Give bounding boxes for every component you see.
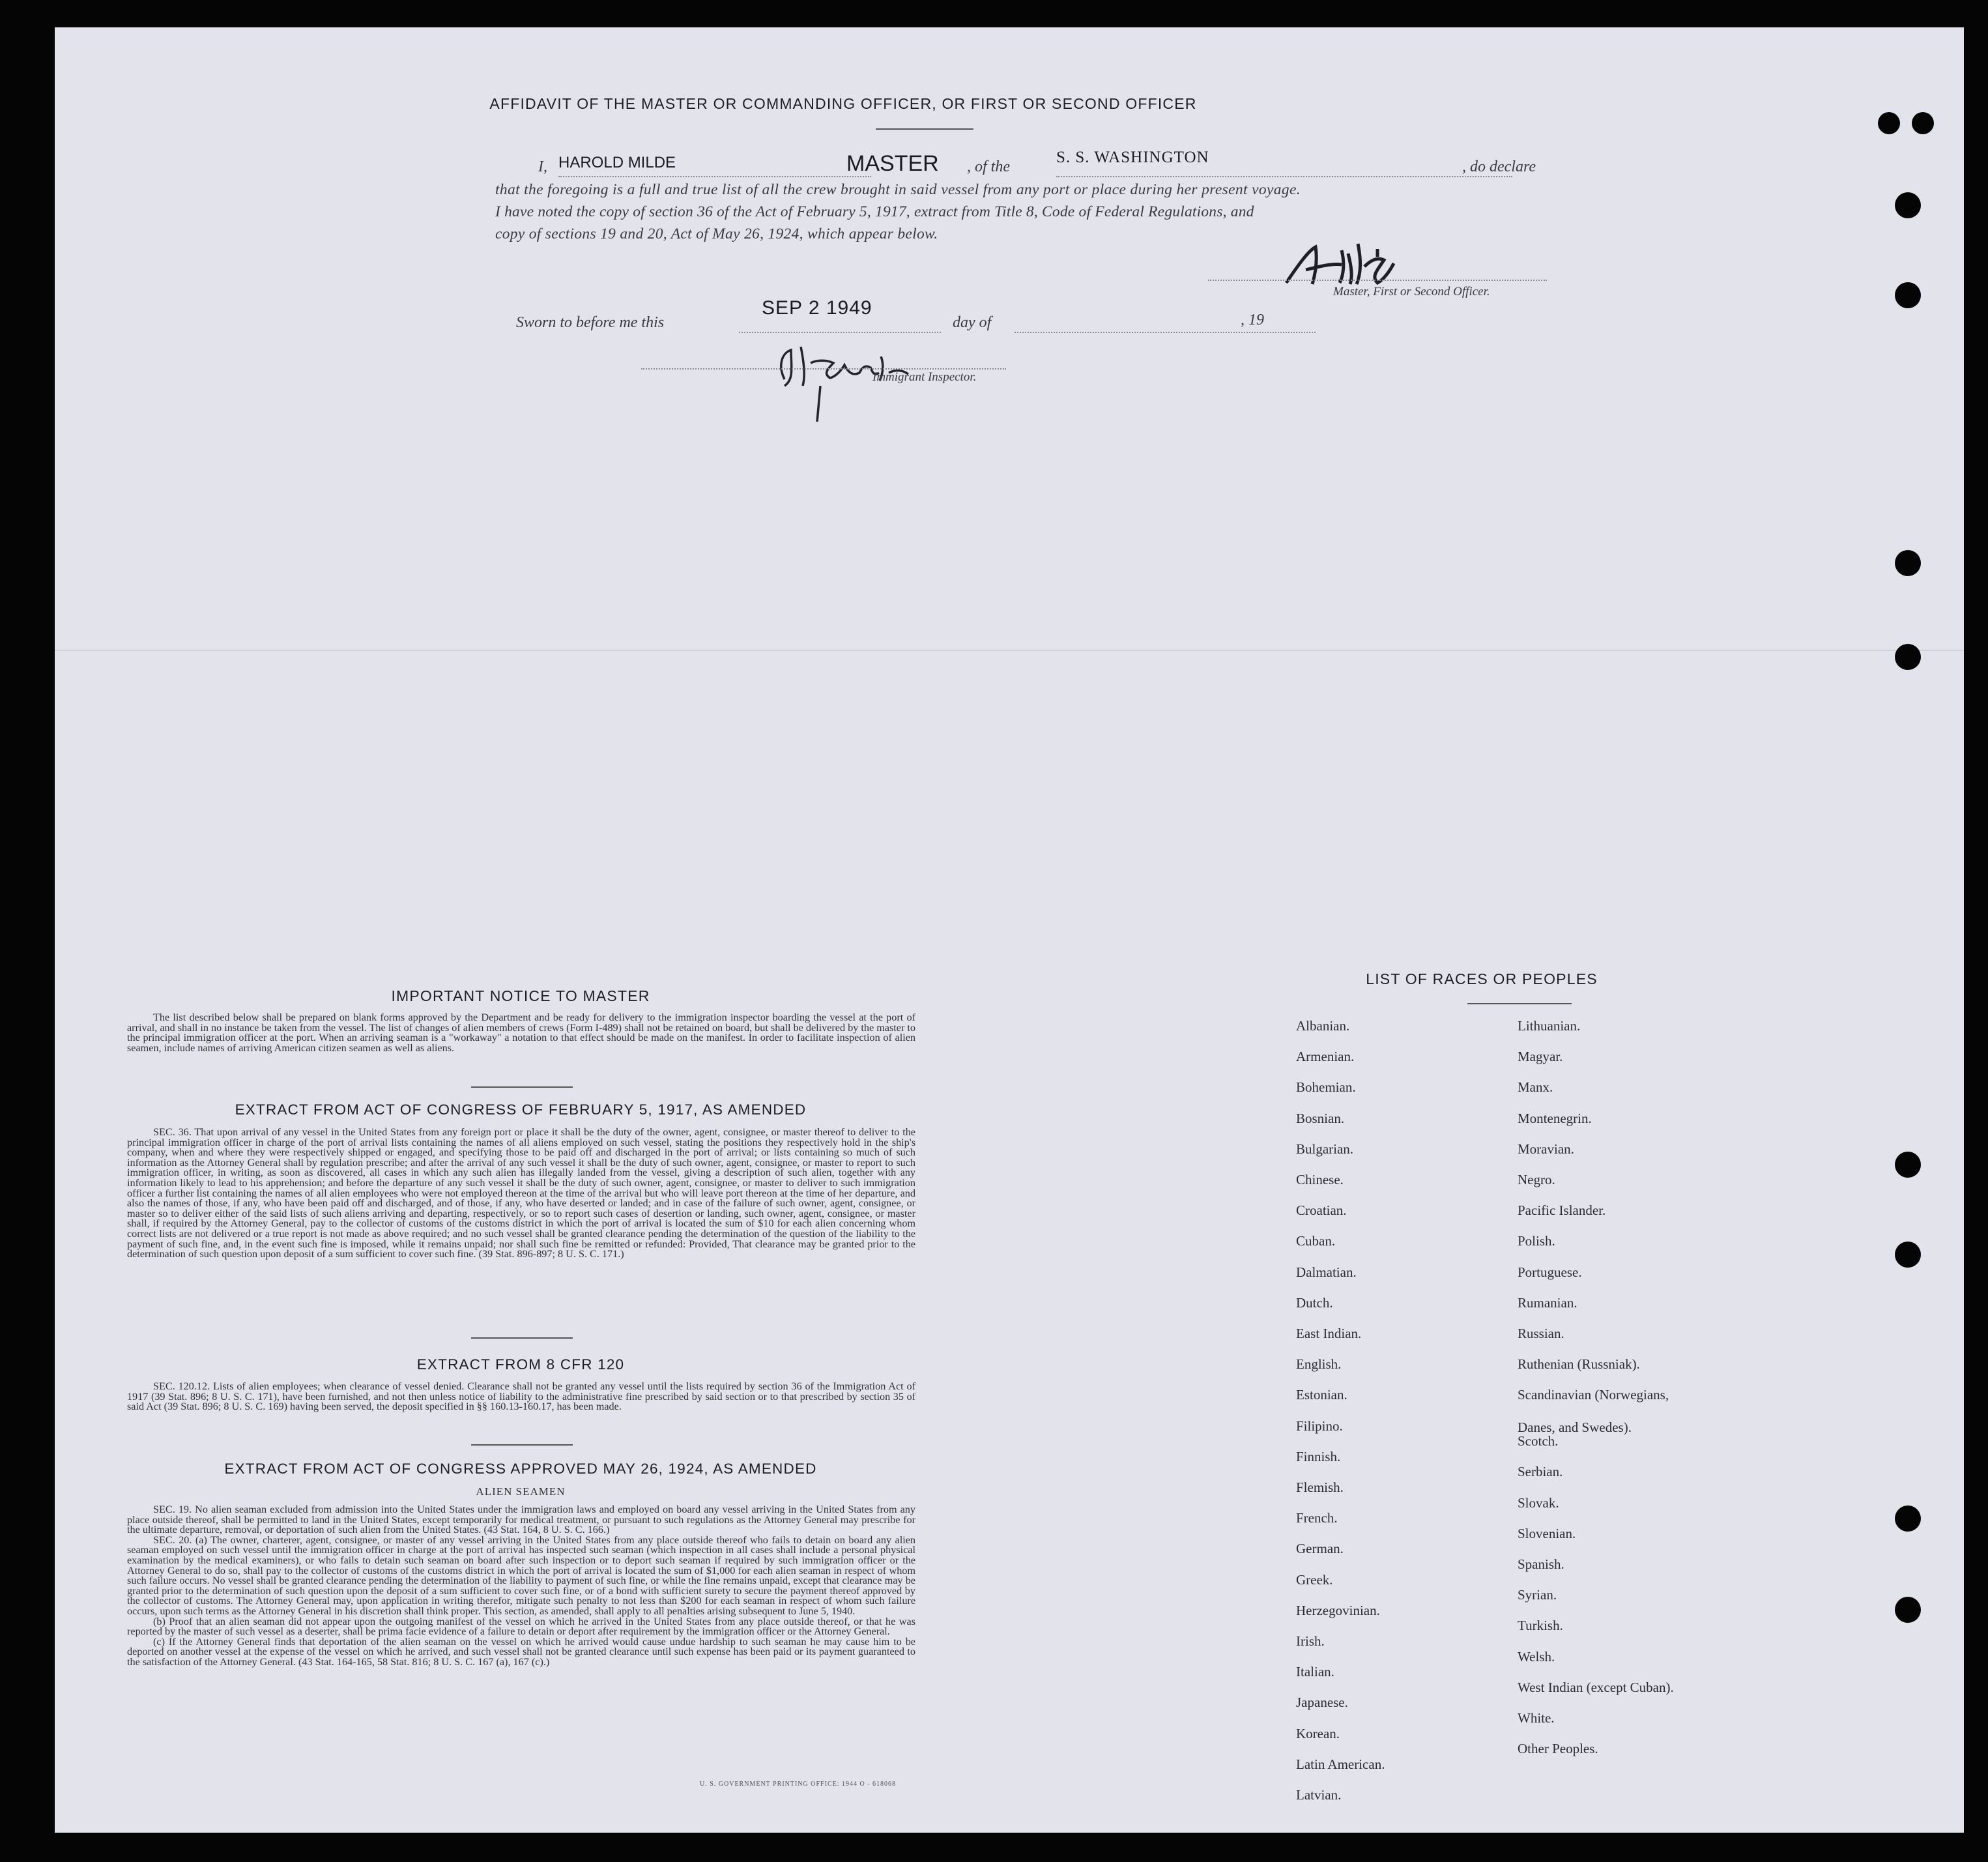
race-item: Italian. bbox=[1296, 1664, 1334, 1680]
race-item: Bohemian. bbox=[1296, 1079, 1356, 1095]
race-item: West Indian (except Cuban). bbox=[1518, 1680, 1674, 1695]
race-item: Herzegovinian. bbox=[1296, 1603, 1380, 1618]
race-item: East Indian. bbox=[1296, 1326, 1362, 1341]
race-item: Spanish. bbox=[1518, 1556, 1564, 1572]
section-20b-text: (b) Proof that an alien seaman did not appear upon the outgoing manifest of the vessel on which he arrived in the United States from any place outside thereof, or that he was reported by the master of such vessel as a deserter, shall be prima facie evidence of a failure to detain or deport after requirement by the immigration officer or the Attorney General. bbox=[127, 1615, 915, 1638]
race-item: Polish. bbox=[1518, 1233, 1555, 1249]
race-item: English. bbox=[1296, 1356, 1342, 1372]
affidavit-line-3: I have noted the copy of section 36 of the Act of February 5, 1917, extract from Title 8, Code of Federal Regulations, and bbox=[495, 203, 1254, 220]
section-20c-text: (c) If the Attorney General finds that deportation of the alien seaman on the vessel on which he arrived would cause undue hardship to such seaman he may cause him to be deported on another vessel at the expense of the vessel on which he arrived, and such vessel shall not be granted clearance until such expense has been paid or its payment guaranteed to the satisfaction of the Attorney General. (43 Stat. 164-165, 58 Stat. 816; 8 U. S. C. 167 (a), 167 (c).) bbox=[127, 1635, 915, 1668]
race-item: Slovak. bbox=[1518, 1495, 1559, 1511]
do-declare-label: , do declare bbox=[1462, 158, 1536, 175]
binder-hole bbox=[1895, 1242, 1921, 1268]
race-item: Scandinavian (Norwegians, bbox=[1518, 1387, 1669, 1403]
race-item: Russian. bbox=[1518, 1326, 1564, 1341]
master-name: HAROLD MILDE bbox=[558, 154, 676, 171]
officer-rank: MASTER bbox=[846, 151, 939, 176]
document-page bbox=[55, 27, 1964, 1833]
extract-cfr-body bbox=[127, 1382, 915, 1412]
race-item: Manx. bbox=[1518, 1079, 1553, 1095]
extract-cfr-title: EXTRACT FROM 8 CFR 120 bbox=[416, 1356, 625, 1373]
race-item: French. bbox=[1296, 1510, 1338, 1526]
race-item: Portuguese. bbox=[1518, 1264, 1582, 1280]
race-item: Syrian. bbox=[1518, 1587, 1557, 1603]
extract-cfr-text: SEC. 120.12. Lists of alien employees; when clearance of vessel denied. Clearance shall not be granted any vessel until the lists required by section 36 of the Immigration Act of 1917 (39 Stat. 896; 8 U. S. C. 171), have been furnished, and not then unless notice of liability to the administrative fine prescribed by said section or to that prescribed by section 35 of said Act (39 Stat. 896; 8 U. S. C. 169) having been served, the deposit specified in §§ 160.13-160.17, has been made. bbox=[127, 1380, 915, 1413]
inspector-signature-line bbox=[641, 368, 1006, 370]
binder-hole bbox=[1878, 112, 1900, 134]
month-line bbox=[1015, 332, 1295, 333]
printing-office-footer: U. S. GOVERNMENT PRINTING OFFICE: 1944 O - 618068 bbox=[700, 1781, 897, 1788]
notice-text: The list described below shall be prepared on blank forms approved by the Department and be ready for delivery to the immigration inspector boarding the vessel at the port of arrival, and shall in no instance be taken from the vessel. The list of changes of alien members of crews (Form I-489) shall not be retained on board, but shall be delivered by the master to the principal immigration officer at the port. When an arriving seaman is a "workaway" a notation to that effect should be made on the manifest. In order to facilitate inspection of alien seamen, include names of arriving American citizen seamen as well as aliens. bbox=[127, 1011, 915, 1054]
sworn-prefix: Sworn to before me this bbox=[516, 314, 665, 331]
of-the-label: , of the bbox=[967, 158, 1010, 175]
race-item: Korean. bbox=[1296, 1726, 1340, 1741]
year-line bbox=[1283, 332, 1316, 333]
race-item: Magyar. bbox=[1518, 1049, 1563, 1064]
race-item: Montenegrin. bbox=[1518, 1111, 1592, 1126]
race-item: White. bbox=[1518, 1710, 1555, 1726]
section-20a-text: SEC. 20. (a) The owner, charterer, agent, consignee, or master of any vessel arriving in the United States from any place outside thereof who fails to detain on board any alien seaman employed on such vessel until the immigration officer in charge at the port of arrival has inspected such seaman (which inspection in all cases shall include a personal physical examination by the medical examiners), or who fails to detain such seaman on board after such inspection or to deport such seaman if required by such immigration officer or the Attorney General to do so, shall pay to the collector of customs of the customs district in which the port of arrival is located the sum of $1,000 for each alien seaman in respect of whom such failure occurs. No vessel shall be granted clearance pending the determination of the liability to payment of such fine, or while the fine remains unpaid, except that clearance may be granted prior to the determination of such question upon the deposit of a sum sufficient to cover such fine, or of a bond with sufficient surety to secure the payment thereof approved by the collector of customs. The Attorney General may, upon application in writing therefor, mitigate such penalty to not less than $200 for each seaman in respect of whom such failure occurs, upon such terms as the Attorney General in his discretion shall think proper. This section, as amended, shall apply to all penalties arising subsequent to June 5, 1940. bbox=[127, 1534, 915, 1617]
race-item: Lithuanian. bbox=[1518, 1018, 1581, 1034]
extract-cfr-rule bbox=[471, 1444, 573, 1446]
race-item: Turkish. bbox=[1518, 1618, 1563, 1633]
race-item: Slovenian. bbox=[1518, 1526, 1576, 1541]
races-rule bbox=[1467, 1003, 1572, 1004]
inspector-caption: Immigrant Inspector. bbox=[872, 370, 977, 384]
affidavit-line-4: copy of sections 19 and 20, Act of May 26, 1924, which appear below. bbox=[495, 225, 938, 242]
race-item: Dalmatian. bbox=[1296, 1264, 1357, 1280]
race-item: Finnish. bbox=[1296, 1449, 1341, 1464]
race-item: Croatian. bbox=[1296, 1202, 1347, 1218]
race-item: Latvian. bbox=[1296, 1787, 1342, 1803]
extract-1917-title: EXTRACT FROM ACT OF CONGRESS OF FEBRUARY 5, 1917, AS AMENDED bbox=[235, 1101, 807, 1118]
alien-seamen-subtitle: ALIEN SEAMEN bbox=[476, 1485, 566, 1498]
race-item: Greek. bbox=[1296, 1572, 1333, 1588]
binder-hole bbox=[1912, 112, 1934, 134]
binder-hole bbox=[1895, 282, 1921, 308]
races-title: LIST OF RACES OR PEOPLES bbox=[1366, 970, 1598, 987]
race-item: Pacific Islander. bbox=[1518, 1202, 1606, 1218]
race-item: Ruthenian (Russniak). bbox=[1518, 1356, 1640, 1372]
extract-1924-body bbox=[127, 1505, 915, 1668]
race-item: Bulgarian. bbox=[1296, 1141, 1354, 1157]
race-item: Filipino. bbox=[1296, 1418, 1343, 1434]
year-prefix: , 19 bbox=[1241, 312, 1264, 328]
extract-1917-rule bbox=[471, 1337, 573, 1339]
affidavit-i: I, bbox=[538, 158, 547, 175]
race-item: Armenian. bbox=[1296, 1049, 1355, 1064]
binder-hole bbox=[1895, 644, 1921, 670]
race-item: Albanian. bbox=[1296, 1018, 1350, 1034]
race-item: Latin American. bbox=[1296, 1756, 1385, 1772]
race-item: Japanese. bbox=[1296, 1695, 1348, 1710]
affidavit-line-2: that the foregoing is a full and true list of all the crew brought in said vessel from any port or place during her present voyage. bbox=[495, 181, 1301, 198]
race-item: Irish. bbox=[1296, 1633, 1325, 1649]
extract-1917-text: SEC. 36. That upon arrival of any vessel in the United States from any foreign port or place it shall be the duty of the owner, agent, consignee, or master thereof to deliver to the principal immigration officer in charge of the port of arrival lists containing the names of all aliens employed on such vessel, stating the positions they respectively hold in the ship's company, when and where they were respectively shipped or engaged, and specifying those to be paid off and discharged in the port of arrival; or lists containing so much of such information as the Attorney General shall by regulation prescribe; and after the arrival of any such vessel it shall be the duty of such owner, agent, consignee, or master to report to such immigration officer, in writing, as soon as discovered, all cases in which any such alien has illegally landed from the vessel, giving a description of such alien, together with any information likely to lead to his apprehension; and before the departure of any such vessel it shall be the duty of such owner, agent, consignee, or master to deliver to such immigration officer a further list containing the names of all alien employees who were not employed thereon at the time of the arrival but who will leave port thereon at the time of her departure, and also the names of those, if any, who have been paid off and discharged, and of those, if any, who have deserted or landed; and in case of the failure of such owner, agent, consignee, or master so to deliver either of the said lists of such aliens arriving and departing, respectively, or so to report such cases of desertion or landing, such owner, agent, consignee, or master shall, if required by the Attorney General, pay to the collector of customs of the customs district in which the port of arrival is located the sum of $10 for each alien concerning whom correct lists are not delivered or a true report is not made as above required; and no such vessel shall be granted clearance pending the determination of the question of the liability to the payment of such fine, and, in the event such fine is imposed, while it remains unpaid; nor shall such fine be remitted or refunded: Provided, That clearance may be granted prior to the determination of such question upon deposit of a sum sufficient to cover such fine. (39 Stat. 896-897; 8 U. S. C. 171.) bbox=[127, 1126, 915, 1260]
race-item: Scotch. bbox=[1518, 1433, 1559, 1449]
master-caption: Master, First or Second Officer. bbox=[1333, 285, 1490, 298]
vessel-name: S. S. WASHINGTON bbox=[1056, 149, 1209, 166]
race-item: Danes, and Swedes). bbox=[1518, 1419, 1632, 1435]
fold-line bbox=[55, 650, 1964, 651]
race-item: Estonian. bbox=[1296, 1387, 1347, 1403]
name-line bbox=[558, 176, 871, 177]
notice-rule bbox=[471, 1086, 573, 1088]
affidavit-title: AFFIDAVIT OF THE MASTER OR COMMANDING OFFICER, OR FIRST OR SECOND OFFICER bbox=[489, 95, 1197, 112]
title-rule bbox=[876, 128, 973, 130]
race-item: Dutch. bbox=[1296, 1295, 1333, 1311]
master-signature-line bbox=[1208, 280, 1547, 281]
binder-hole bbox=[1895, 192, 1921, 218]
binder-hole bbox=[1895, 1506, 1921, 1532]
race-item: Rumanian. bbox=[1518, 1295, 1577, 1311]
race-item: Serbian. bbox=[1518, 1464, 1563, 1479]
extract-1917-body bbox=[127, 1127, 915, 1260]
race-item: German. bbox=[1296, 1541, 1344, 1556]
sworn-date-line bbox=[739, 332, 941, 333]
race-item: Welsh. bbox=[1518, 1649, 1555, 1665]
binder-hole bbox=[1895, 1152, 1921, 1178]
race-item: Negro. bbox=[1518, 1172, 1555, 1187]
extract-1924-title: EXTRACT FROM ACT OF CONGRESS APPROVED MAY 26, 1924, AS AMENDED bbox=[224, 1461, 817, 1477]
race-item: Other Peoples. bbox=[1518, 1741, 1598, 1756]
vessel-line bbox=[1056, 176, 1512, 177]
sworn-date: SEP 2 1949 bbox=[762, 297, 872, 319]
section-19-text: SEC. 19. No alien seaman excluded from admission into the United States under the immigration laws and employed on board any vessel arriving in the United States from any place outside thereof, shall be permitted to land in the United States, except temporarily for medical treatment, or pursuant to such regulations as the Attorney General may prescribe for the ultimate departure, removal, or deportation of such alien from the United States. (43 Stat. 164, 8 U. S. C. 166.) bbox=[127, 1504, 915, 1536]
day-of-label: day of bbox=[953, 314, 992, 331]
notice-body bbox=[127, 1013, 915, 1053]
race-item: Bosnian. bbox=[1296, 1111, 1345, 1126]
race-item: Cuban. bbox=[1296, 1233, 1336, 1249]
binder-hole bbox=[1895, 550, 1921, 576]
notice-title: IMPORTANT NOTICE TO MASTER bbox=[391, 987, 650, 1004]
race-item: Chinese. bbox=[1296, 1172, 1344, 1187]
race-item: Flemish. bbox=[1296, 1479, 1344, 1495]
race-item: Moravian. bbox=[1518, 1141, 1574, 1157]
binder-hole bbox=[1895, 1597, 1921, 1623]
